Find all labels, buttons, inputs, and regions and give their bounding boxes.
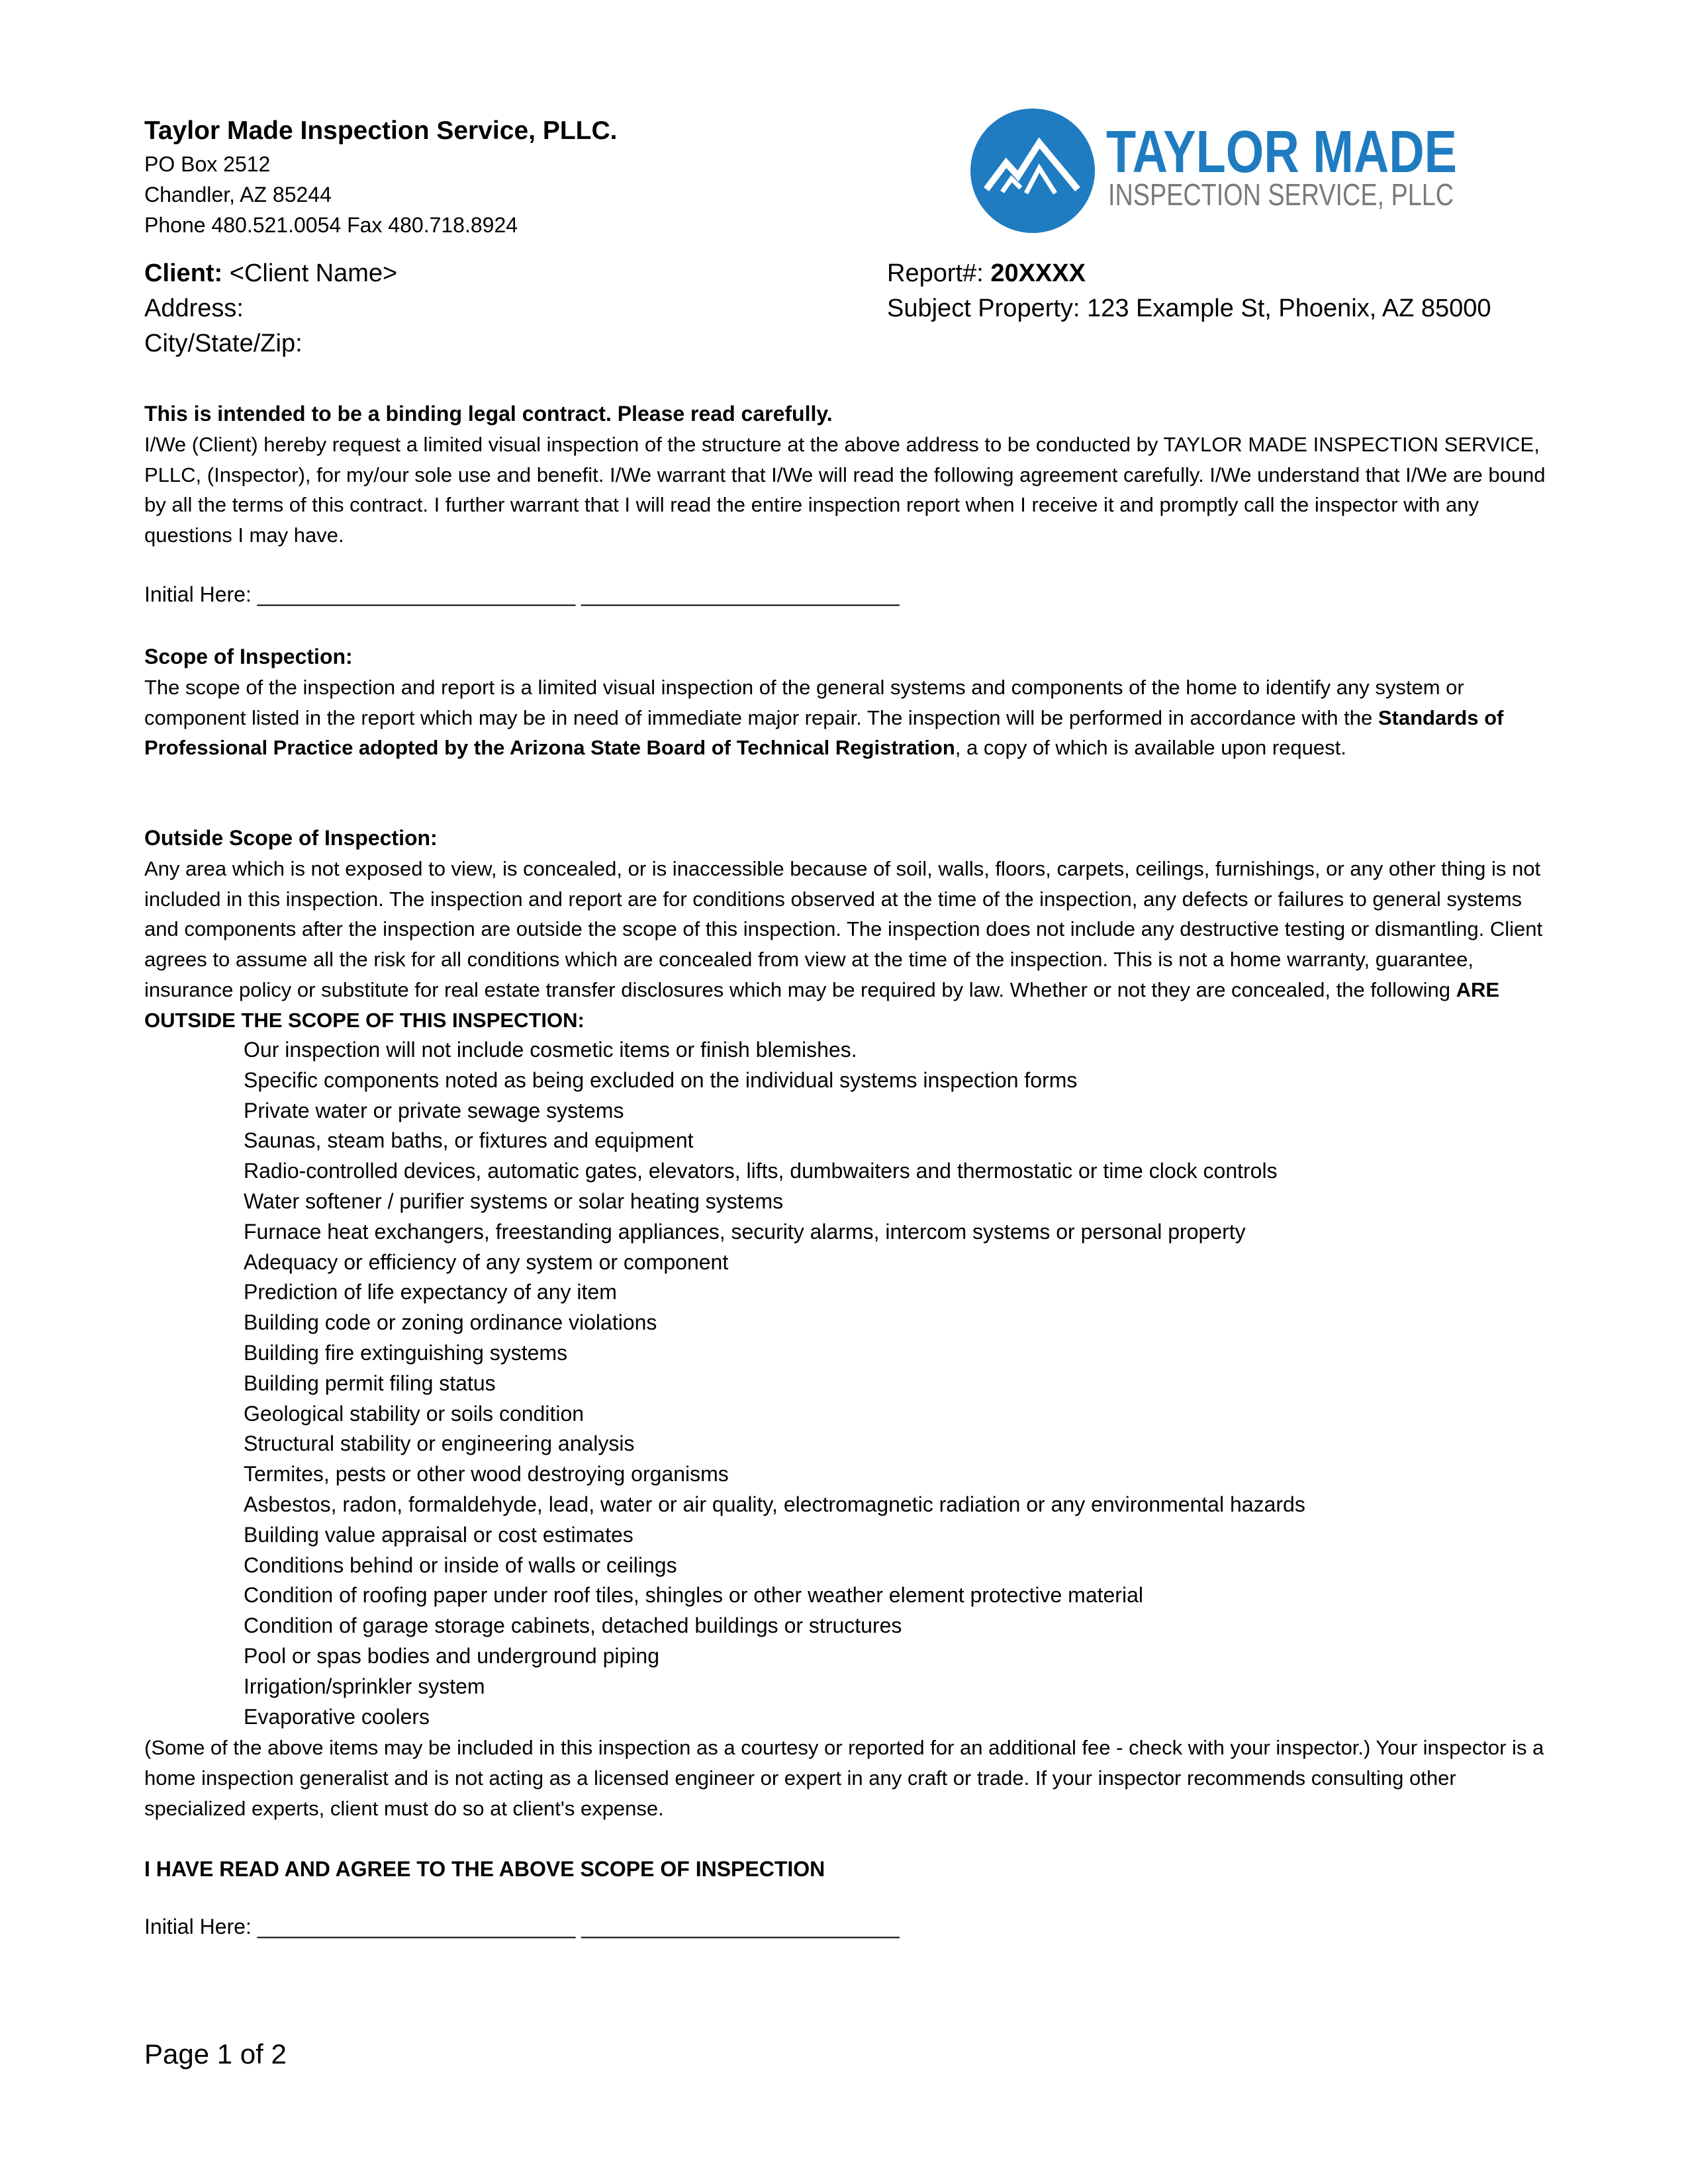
exclusion-item: Irrigation/sprinkler system bbox=[244, 1674, 485, 1698]
initial-blank-1[interactable]: ___________________________ bbox=[257, 582, 576, 606]
subject-property-field bbox=[887, 295, 1491, 323]
initial-blank-2[interactable]: ___________________________ bbox=[581, 1915, 900, 1938]
client-field bbox=[144, 259, 397, 288]
intro-section bbox=[144, 399, 1548, 551]
exclusion-list bbox=[244, 1035, 1305, 1732]
outside-scope-heading: Outside Scope of Inspection: bbox=[144, 826, 438, 850]
exclusion-item: Asbestos, radon, formaldehyde, lead, water or air quality, electromagnetic radiation or any environmental hazards bbox=[244, 1492, 1305, 1516]
exclusion-item: Geological stability or soils condition bbox=[244, 1401, 585, 1426]
company-phone-line: Phone 480.521.0054 Fax 480.718.8924 bbox=[144, 213, 518, 237]
outside-scope-body: Any area which is not exposed to view, is concealed, or is inaccessible because of soil, walls, floors, carpets, ceilings, furnishings, or any other thing is not included in this inspection. The inspection and report are for conditions observed at the time of the inspection, any defects or failures to general systems and components after the inspection are outside the scope of this inspection. The inspection does not include any destructive testing or dismantling. Client agrees to assume all the risk for all conditions which are concealed from view at the time of the inspection. This is not a home warranty, guarantee, insurance policy or substitute for real estate transfer disclosures which may be required by law. Whether or not they are concealed, the following ARE OUTSIDE THE SCOPE OF THIS INSPECTION: bbox=[144, 856, 1543, 1032]
exclusion-item: Conditions behind or inside of walls or ceilings bbox=[244, 1553, 677, 1577]
exclusion-item: Saunas, steam baths, or fixtures and equipment bbox=[244, 1128, 694, 1153]
intro-heading: This is intended to be a binding legal contract. Please read carefully. bbox=[144, 402, 833, 426]
outside-scope-closing: (Some of the above items may be included in this inspection as a courtesy or reported for an additional fee - check with your inspector.) Your inspector is a home inspection generalist and is not acting as a licensed engineer or expert in any craft or trade. If your inspector recommends consulting other specialized experts, client must do so at client's expense. bbox=[144, 1736, 1544, 1820]
outside-scope-emphasis: ARE OUTSIDE THE SCOPE OF THIS INSPECTION: bbox=[144, 978, 1500, 1032]
outside-scope-section bbox=[144, 823, 1548, 1036]
intro-body: I/We (Client) hereby request a limited visual inspection of the structure at the above address to be conducted by TAYLOR MADE INSPECTION SERVICE, PLLC, (Inspector), for my/our sole use and benefit. I/We warrant that I/We will read the following agreement carefully. I/We understand that I/We are bound by all the terms of this contract. I further warrant that I will read the entire inspection report when I receive it and promptly call the inspector with any questions I may have. bbox=[144, 432, 1546, 547]
subject-property-label: Subject Property: bbox=[887, 295, 1080, 322]
exclusion-item: Prediction of life expectancy of any item bbox=[244, 1280, 617, 1304]
agreement-heading: I HAVE READ AND AGREE TO THE ABOVE SCOPE OF INSPECTION bbox=[144, 1857, 825, 1881]
logo-name-line2: INSPECTION SERVICE, PLLC bbox=[1108, 177, 1454, 212]
exclusion-item: Building permit filing status bbox=[244, 1371, 496, 1395]
company-address-line1: PO Box 2512 bbox=[144, 152, 271, 176]
page-number: Page 1 of 2 bbox=[144, 2038, 287, 2070]
exclusion-item: Water softener / purifier systems or solar heating systems bbox=[244, 1189, 784, 1213]
exclusion-item: Structural stability or engineering analysis bbox=[244, 1432, 635, 1456]
company-logo bbox=[970, 105, 1460, 237]
client-value: <Client Name> bbox=[229, 259, 398, 287]
exclusion-item: Building code or zoning ordinance violations bbox=[244, 1310, 657, 1335]
exclusion-item: Private water or private sewage systems bbox=[244, 1098, 624, 1122]
exclusion-item: Condition of garage storage cabinets, detached buildings or structures bbox=[244, 1614, 902, 1638]
subject-property-value: 123 Example St, Phoenix, AZ 85000 bbox=[1087, 295, 1491, 322]
exclusion-item: Termites, pests or other wood destroying organisms bbox=[244, 1462, 729, 1486]
report-number-label: Report#: bbox=[887, 259, 984, 287]
exclusion-item: Condition of roofing paper under roof tiles, shingles or other weather element protective material bbox=[244, 1583, 1143, 1608]
initial-blank-2[interactable]: ___________________________ bbox=[581, 582, 900, 606]
scope-section bbox=[144, 642, 1548, 763]
exclusion-item: Radio-controlled devices, automatic gates, elevators, lifts, dumbwaiters and thermostatic or time clock controls bbox=[244, 1159, 1278, 1183]
exclusion-item: Furnace heat exchangers, freestanding appliances, security alarms, intercom systems or personal property bbox=[244, 1219, 1246, 1244]
scope-heading: Scope of Inspection: bbox=[144, 645, 353, 668]
exclusion-item: Building fire extinguishing systems bbox=[244, 1340, 568, 1365]
logo-circle-icon bbox=[970, 109, 1095, 233]
client-label: Client: bbox=[144, 259, 223, 287]
logo-name-line1: TAYLOR MADE bbox=[1106, 119, 1457, 185]
city-state-zip-label: City/State/Zip: bbox=[144, 330, 303, 357]
exclusion-item: Adequacy or efficiency of any system or component bbox=[244, 1250, 729, 1274]
exclusion-item: Our inspection will not include cosmetic items or finish blemishes. bbox=[244, 1038, 857, 1062]
exclusion-item: Pool or spas bodies and underground piping bbox=[244, 1643, 660, 1668]
scope-body: The scope of the inspection and report is a limited visual inspection of the general systems and components of the home to identify any system or component listed in the report which may be in need of immediate major repair. The inspection will be performed in accordance with the Standards of Professional Practice adopted by the Arizona State Board of Technical Registration, a copy of which is available upon request. bbox=[144, 675, 1504, 760]
exclusion-item: Evaporative coolers bbox=[244, 1704, 430, 1729]
scope-standards-text: Standards of Professional Practice adopted by the Arizona State Board of Technical Registration bbox=[144, 705, 1504, 760]
report-number-value: 20XXXX bbox=[990, 259, 1086, 287]
address-label: Address: bbox=[144, 295, 244, 322]
company-address-line2: Chandler, AZ 85244 bbox=[144, 183, 332, 206]
exclusion-item: Building value appraisal or cost estimates bbox=[244, 1522, 633, 1547]
initial-line-2[interactable] bbox=[144, 1915, 900, 1939]
company-name: Taylor Made Inspection Service, PLLC. bbox=[144, 116, 618, 145]
initial-label: Initial Here: bbox=[144, 582, 252, 606]
initial-line-1[interactable] bbox=[144, 582, 900, 607]
report-number-field bbox=[887, 259, 1086, 288]
exclusion-item: Specific components noted as being excluded on the individual systems inspection forms bbox=[244, 1068, 1078, 1092]
initial-blank-1[interactable]: ___________________________ bbox=[257, 1915, 576, 1938]
initial-label: Initial Here: bbox=[144, 1915, 252, 1938]
